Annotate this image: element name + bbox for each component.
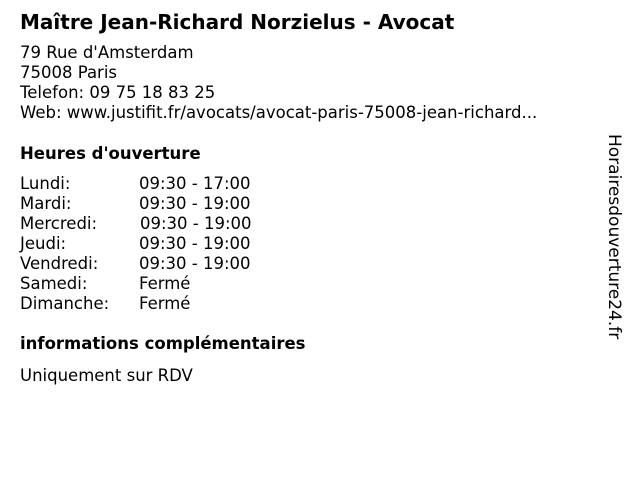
day-label: Jeudi: [20, 234, 67, 253]
time-value: Fermé [139, 274, 191, 293]
day-label: Mercredi: [20, 214, 98, 233]
time-value: 09:30 - 19:00 [140, 214, 252, 233]
info-text: Uniquement sur RDV [20, 366, 193, 385]
day-label: Vendredi: [20, 254, 99, 273]
day-label: Dimanche: [20, 294, 110, 313]
day-label: Mardi: [20, 194, 72, 213]
day-label: Lundi: [20, 174, 71, 193]
time-value: 09:30 - 17:00 [139, 174, 251, 193]
time-value: 09:30 - 19:00 [139, 194, 251, 213]
page-title: Maître Jean-Richard Norzielus - Avocat [20, 10, 455, 34]
time-value: 09:30 - 19:00 [139, 234, 251, 253]
phone-number[interactable]: Telefon: 09 75 18 83 25 [20, 83, 216, 102]
day-label: Samedi: [20, 274, 88, 293]
address-block [20, 43, 537, 123]
hours-heading: Heures d'ouverture [20, 144, 201, 163]
time-value: 09:30 - 19:00 [139, 254, 251, 273]
time-value: Fermé [139, 294, 191, 313]
street-address: 79 Rue d'Amsterdam [20, 43, 194, 62]
info-heading: informations complémentaires [20, 334, 306, 353]
city-postal: 75008 Paris [20, 63, 118, 82]
brand-watermark: Horairesdouverture24.fr [604, 134, 624, 340]
website-link[interactable]: Web: www.justifit.fr/avocats/avocat-paris-75008-jean-richard... [20, 103, 538, 122]
